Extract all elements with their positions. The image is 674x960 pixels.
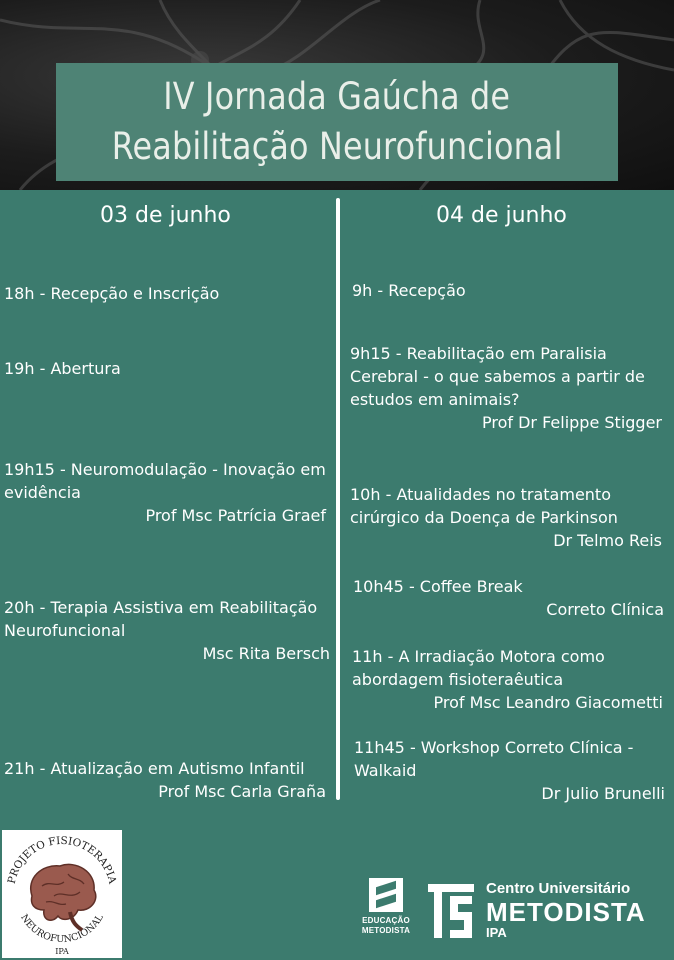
educacao-metodista-icon (369, 878, 403, 912)
day-heading-2: 04 de junho (436, 203, 567, 228)
event-day1-3 (4, 458, 326, 527)
event-title: 9h - Recepção (352, 281, 466, 300)
event-day2-6 (354, 736, 665, 805)
educacao-text (360, 916, 412, 936)
event-title: 18h - Recepção e Inscrição (4, 284, 220, 303)
event-title: 11h - A Irradiação Motora como abordagem fisioteraêutica (352, 647, 605, 689)
projeto-top-text: PROJETO FISIOTERAPIA (5, 834, 119, 885)
day-heading-1: 03 de junho (100, 203, 231, 228)
projeto-fisioterapia-logo (2, 830, 122, 958)
column-divider (336, 198, 340, 800)
event-title: 19h - Abertura (4, 359, 121, 378)
event-title: 20h - Terapia Assistiva em Reabilitação Neurofuncional (4, 598, 318, 640)
event-title: 9h15 - Reabilitação em Paralisia Cerebral - o que sabemos a partir de estudos em animais? (350, 344, 645, 409)
event-day2-2 (350, 342, 662, 434)
event-speaker: Prof Msc Carla Graña (158, 782, 326, 801)
header-banner (0, 0, 674, 190)
event-speaker: Prof Msc Leandro Giacometti (433, 693, 663, 712)
event-speaker: Dr Telmo Reis (553, 531, 662, 550)
title-line-1: IV Jornada Gaúcha de (163, 75, 511, 118)
event-day2-4 (353, 575, 664, 621)
event-day1-4 (4, 596, 330, 665)
projeto-bottom-text: NEUROFUNCIONAL (18, 912, 106, 946)
event-title: 10h - Atualidades no tratamento cirúrgico da Doença de Parkinson (350, 485, 618, 527)
ipa-line-3: IPA (486, 925, 507, 940)
event-speaker: Prof Msc Patrícia Graef (145, 506, 326, 525)
title-box (56, 63, 618, 181)
event-title: 11h45 - Workshop Correto Clínica - Walkaid (354, 738, 634, 780)
event-day2-5 (352, 645, 663, 714)
event-title: 19h15 - Neuromodulação - Inovação em evidência (4, 460, 326, 502)
ipa-logo-text (486, 880, 646, 940)
event-speaker: Correto Clínica (546, 600, 664, 619)
event-day1-2 (4, 357, 324, 380)
event-title: 10h45 - Coffee Break (353, 577, 523, 596)
educacao-line-1: EDUCAÇÃO (362, 916, 410, 925)
projeto-ipa-text: IPA (55, 947, 69, 956)
event-day2-3 (350, 483, 662, 552)
ipa-line-2: METODISTA (486, 897, 646, 927)
event-speaker: Msc Rita Bersch (202, 644, 330, 663)
event-speaker: Prof Dr Felippe Stigger (482, 413, 662, 432)
educacao-line-2: METODISTA (361, 926, 411, 935)
event-day2-1 (352, 279, 662, 302)
educacao-metodista-logo (360, 878, 412, 942)
ipa-logo-icon (428, 884, 474, 938)
title-line-2: Reabilitação Neurofuncional (111, 125, 563, 168)
event-day1-5 (4, 757, 326, 803)
event-day1-1 (4, 282, 324, 305)
event-speaker: Dr Julio Brunelli (541, 784, 665, 803)
ipa-line-1: Centro Universitário (486, 880, 631, 897)
brain-icon (2, 830, 122, 958)
event-title: 21h - Atualização em Autismo Infantil (4, 759, 305, 778)
